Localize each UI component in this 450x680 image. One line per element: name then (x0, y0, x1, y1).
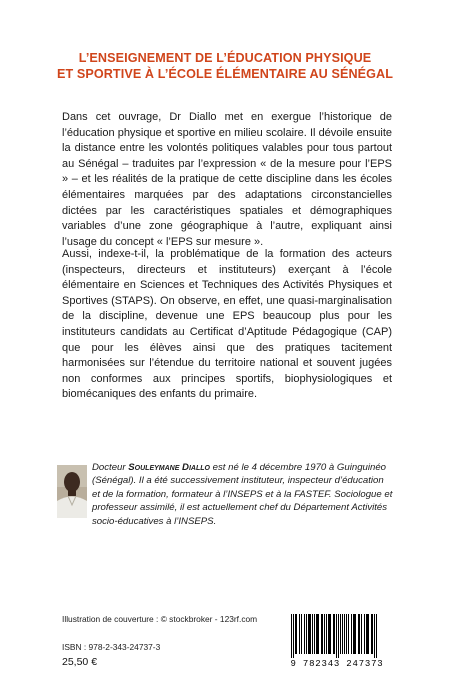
barcode-bars (283, 612, 391, 658)
author-prefix: Docteur (92, 462, 126, 473)
barcode (283, 612, 391, 670)
title-line-2: ET SPORTIVE À L’ÉCOLE ÉLÉMENTAIRE AU SÉNÉGAL (56, 67, 394, 81)
author-bio-text: est né le 4 décembre 1970 à Guinguinéo (Sénégal). Il a été successivement instituteur, inspecteur d’éducation et de la formation, formateur à l’INSEPS et à la FASTEF. Sociologue et professeur assimilé, il est actuellement chef du Département Activités socio-éducatives à l’INSEPS. (92, 462, 393, 527)
barcode-bar (308, 614, 311, 654)
barcode-bar (340, 614, 341, 654)
barcode-bar (299, 614, 300, 654)
barcode-bar (321, 614, 323, 654)
barcode-bar (316, 614, 319, 654)
barcode-bar (336, 614, 337, 658)
barcode-bar (351, 614, 352, 654)
cover-illustration-credit: Illustration de couverture : © stockbroker - 123rf.com (62, 614, 258, 624)
barcode-bar (338, 614, 339, 658)
barcode-bar (301, 614, 302, 654)
barcode-bar (324, 614, 325, 654)
barcode-bar (374, 614, 375, 658)
summary-paragraph-2: Aussi, indexe-t-il, la problématique de la formation des acteurs (inspecteurs, directeurs et instituteurs) exerçant à l’école élémentaire en Sciences et Techniques des Activités Physiques et Sportives (STAPS). On observe, en effet, une quasi-marginalisation de la discipline, devenue une EPS beaucoup plus pour les instituteurs candidats au Certificat d’Aptitude Pédagogique (CAP) que pour les élèves ainsi que des pratiques tacitement harmonisées sur l’étendue du territoire national et souvent jugées non conformes aux principes sportifs, biophysiologiques et biomécaniques des enfants du primaire. (62, 248, 392, 401)
barcode-bar (293, 614, 294, 658)
barcode-bar (361, 614, 362, 654)
isbn: ISBN : 978-2-343-24737-3 (62, 642, 161, 652)
barcode-bar (328, 614, 331, 654)
barcode-bar (358, 614, 360, 654)
price: 25,50 € (62, 656, 98, 668)
barcode-bar (364, 614, 365, 654)
barcode-bar (376, 614, 377, 658)
barcode-bar (306, 614, 307, 654)
barcode-bar (312, 614, 313, 654)
barcode-bar (342, 614, 343, 654)
author-bio (92, 461, 394, 528)
barcode-bar (314, 614, 315, 654)
barcode-digits: 9 782343 247373 (290, 659, 384, 669)
barcode-bar (333, 614, 335, 654)
barcode-bar (344, 614, 345, 654)
author-photo (57, 465, 87, 518)
barcode-bar (304, 614, 305, 654)
summary-paragraph-1: Dans cet ouvrage, Dr Diallo met en exergue l’historique de l’éducation physique et sportive en milieu scolaire. Il dévoile ensuite la distance entre les volontés politiques valables pour tous partout au Sénégal – traduites par l’expression « de la mesure pour l’EPS » – et les réalités de la pratique de cette discipline dans les écoles élémentaires marquées par des adaptations circonstancielles dictées par les caractéristiques spatiales et démographiques variables d’une zone géographique à l’autre, expliquant ainsi l’usage du concept « l’EPS sur mesure ». (62, 111, 392, 248)
barcode-bar (371, 614, 373, 654)
barcode-bar (291, 614, 292, 658)
barcode-bar (346, 614, 347, 654)
barcode-bar (348, 614, 349, 654)
barcode-bar (366, 614, 369, 654)
book-title (30, 50, 420, 82)
title-line-1: L’ENSEIGNEMENT DE L’ÉDUCATION PHYSIQUE (78, 51, 372, 65)
barcode-bar (326, 614, 327, 654)
barcode-bar (295, 614, 297, 654)
barcode-bar (353, 614, 356, 654)
author-name: Souleymane Diallo (128, 462, 210, 473)
